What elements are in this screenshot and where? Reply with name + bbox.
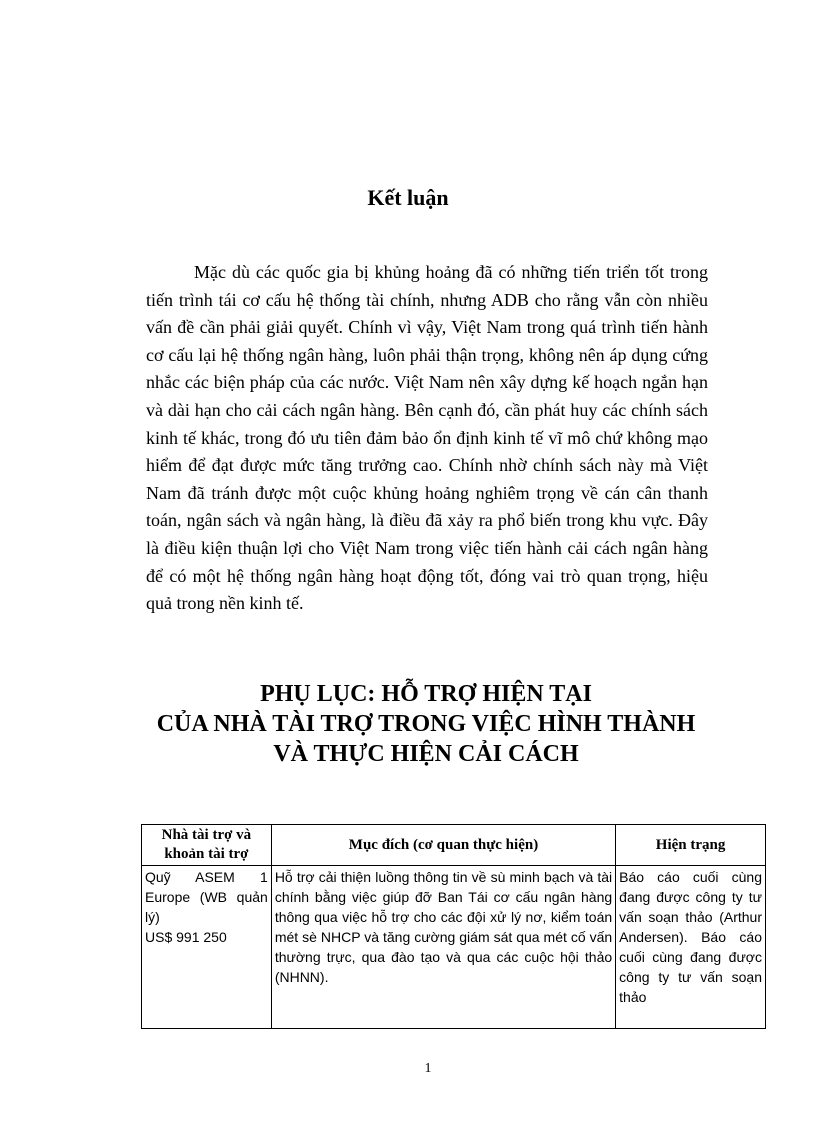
header-status: Hiện trạng bbox=[616, 825, 766, 866]
donor-table bbox=[141, 824, 766, 1029]
header-purpose: Mục đích (cơ quan thực hiện) bbox=[271, 825, 615, 866]
table-row bbox=[142, 866, 766, 1029]
header-donor: Nhà tài trợ và khoản tài trợ bbox=[142, 825, 272, 866]
body-paragraph: Mặc dù các quốc gia bị khủng hoảng đã có những tiến triển tốt trong tiến trình tái cơ cấu hệ thống tài chính, nhưng ADB cho rằng vẫn còn nhiều vấn đề cần phải giải quyết. Chính vì vậy, Việt Nam trong quá trình tiến hành cơ cấu lại hệ thống ngân hàng, luôn phải thận trọng, không nên áp dụng cứng nhắc các biện pháp của các nước. Việt Nam nên xây dựng kế hoạch ngắn hạn và dài hạn cho cải cách ngân hàng. Bên cạnh đó, cần phát huy các chính sách kinh tế khác, trong đó ưu tiên đảm bảo ổn định kinh tế vĩ mô chứ không mạo hiểm để đạt được mức tăng trưởng cao. Chính nhờ chính sách này mà Việt Nam đã tránh được một cuộc khủng hoảng nghiêm trọng về cán cân thanh toán, ngân sách và ngân hàng, là điều đã xảy ra phổ biến trong khu vực. Đây là điều kiện thuận lợi cho Việt Nam trong việc tiến hành cải cách ngân hàng để có một hệ thống ngân hàng hoạt động tốt, đóng vai trò quan trọng, hiệu quả trong nền kinh tế. bbox=[146, 262, 708, 614]
appendix-heading-line-2: CỦA NHÀ TÀI TRỢ TRONG VIỆC HÌNH THÀNH bbox=[156, 711, 696, 737]
cell-purpose: Hỗ trợ cải thiện luồng thông tin về sù minh bạch và tài chính bằng việc giúp đỡ Ban Tái cơ cấu ngân hàng thông qua việc hỗ trợ cho các đội xử lý nơ, kiểm toán mét sè NHCP và tăng cường giám sát qua mét cố vấn thường trực, qua đào tạo và qua các cuộc hội thảo (NHNN). bbox=[271, 866, 615, 1029]
appendix-heading-line-1: PHỤ LỤC: HỖ TRỢ HIỆN TẠI bbox=[260, 681, 592, 707]
table-header-row bbox=[142, 825, 766, 866]
page-title: Kết luận bbox=[367, 185, 449, 210]
cell-donor bbox=[142, 866, 272, 1029]
page-number: 1 bbox=[424, 1061, 432, 1076]
donor-name: Quỹ ASEM 1 Europe (WB quản lý) bbox=[145, 869, 268, 925]
appendix-heading bbox=[0, 679, 816, 769]
donor-amount: US$ 991 250 bbox=[145, 929, 227, 945]
cell-status: Báo cáo cuối cùng đang được công ty tư vấn soạn thảo (Arthur Andersen). Báo cáo cuối cùng đang được công ty tư vấn soạn thảo bbox=[616, 866, 766, 1029]
appendix-heading-line-3: VÀ THỰC HIỆN CẢI CÁCH bbox=[273, 741, 579, 767]
